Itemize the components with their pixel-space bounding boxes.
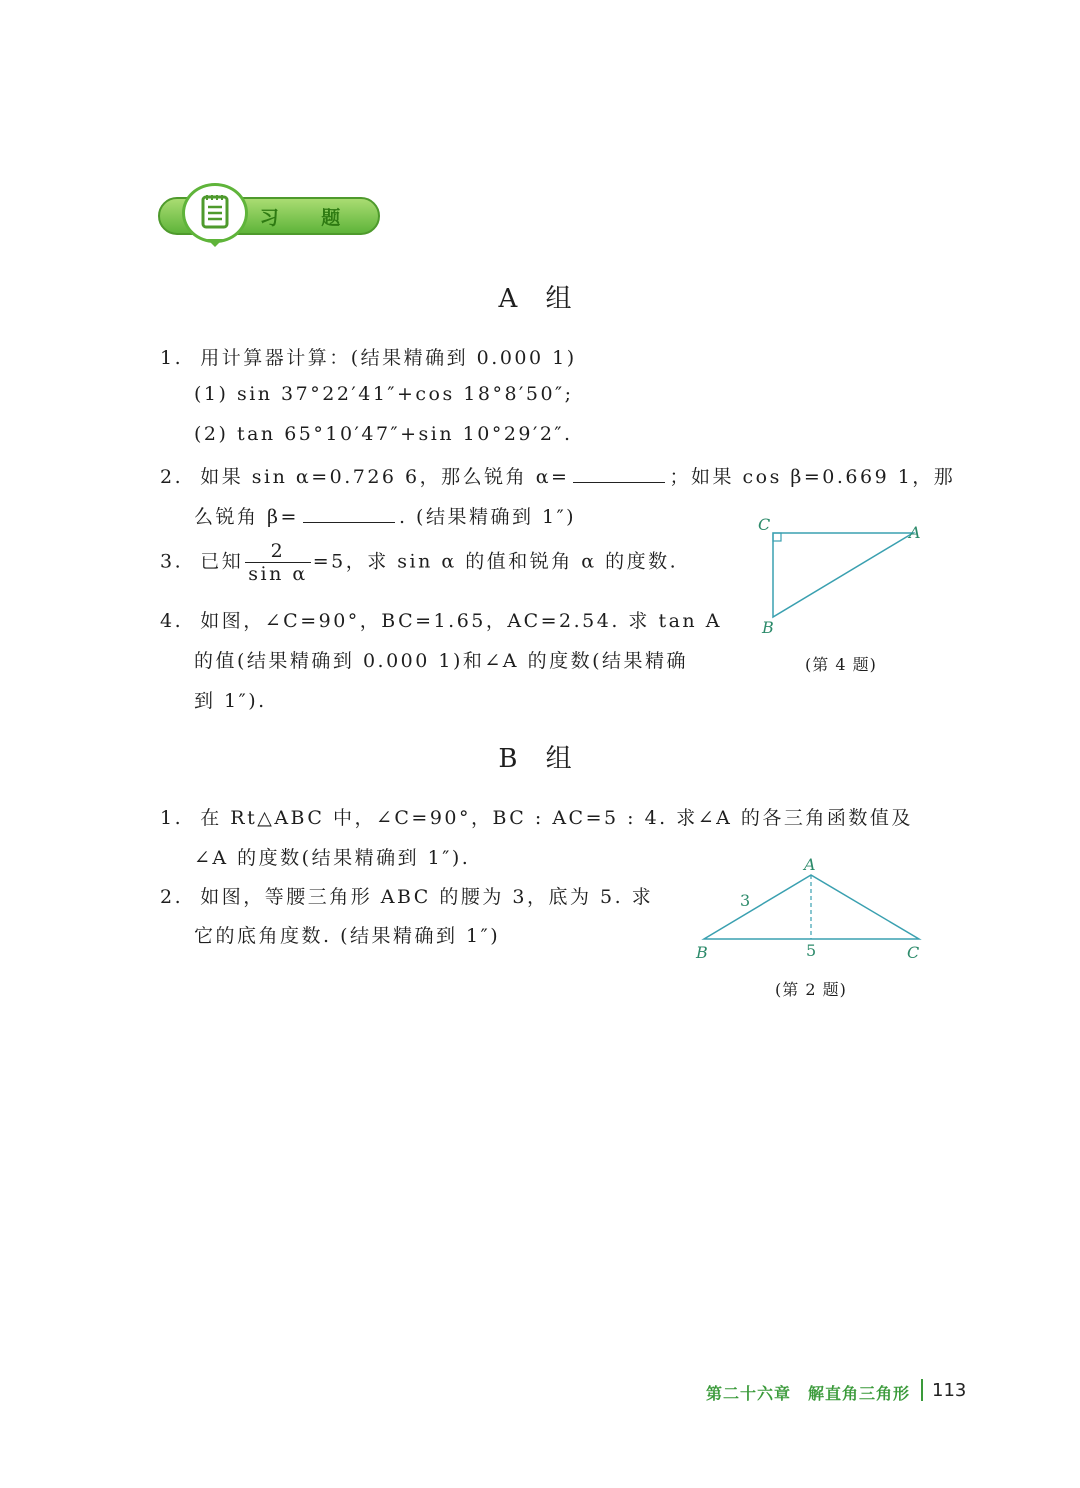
label-leg: 3	[740, 891, 751, 910]
a-q4-line1	[160, 606, 722, 633]
figure-2-caption: (第 2 题)	[775, 980, 847, 999]
a-q4-line3: 到 1″).	[194, 690, 267, 712]
page-number: 113	[932, 1380, 967, 1401]
label-c: C	[758, 515, 771, 534]
b-q1-number: 1.	[160, 807, 184, 829]
label-a: A	[804, 855, 816, 874]
exercise-banner	[158, 183, 382, 253]
a-q2-text-1b: ；如果 cos β=0.669 1，那	[669, 466, 956, 488]
a-q4-text-1: 如图，∠C=90°，BC=1.65，AC=2.54. 求 tan A	[200, 610, 722, 632]
figure-4-caption: (第 4 题)	[805, 655, 877, 674]
b-q1-line1	[160, 803, 913, 830]
group-b-title: B 组	[498, 744, 582, 774]
banner-title: 习 题	[259, 207, 359, 229]
a-q2-line1	[160, 462, 955, 489]
group-a-title: A 组	[498, 284, 582, 314]
figure-isosceles-triangle	[690, 852, 935, 964]
a-q2-text-1a: 如果 sin α=0.726 6，那么锐角 α=	[200, 466, 570, 488]
a-q2-line2	[194, 502, 576, 529]
label-b: B	[762, 618, 774, 637]
label-a: A	[909, 523, 921, 542]
b-q2-line2: 它的底角度数. (结果精确到 1″)	[194, 925, 501, 947]
triangle-shape	[773, 533, 913, 617]
a-q2-number: 2.	[160, 466, 184, 488]
footer-chapter-title: 第二十六章 解直角三角形	[706, 1384, 911, 1403]
a-q2-text-2b: . (结果精确到 1″)	[398, 506, 577, 528]
b-q2-line1	[160, 882, 653, 909]
a-q4-line2: 的值(结果精确到 0.000 1)和∠A 的度数(结果精确	[194, 650, 688, 672]
banner-pointer-icon	[207, 239, 223, 247]
label-b: B	[696, 943, 708, 962]
footer-separator	[921, 1379, 923, 1401]
a-q2-text-2a: 么锐角 β=	[194, 506, 299, 528]
fraction-numerator: 2	[270, 540, 286, 562]
a-q1-sub1: (1) sin 37°22′41″+cos 18°8′50″;	[194, 383, 574, 405]
a-q3-post: =5，求 sin α 的值和锐角 α 的度数.	[312, 550, 679, 573]
a-q3-number: 3.	[160, 550, 184, 573]
b-q1-text-1: 在 Rt△ABC 中，∠C=90°，BC : AC=5 : 4. 求∠A 的各三角函数值及	[200, 807, 913, 829]
answer-blank	[303, 521, 395, 523]
right-angle-mark	[773, 533, 781, 541]
figure-right-triangle	[745, 510, 935, 640]
a-q1-sub2: (2) tan 65°10′47″+sin 10°29′2″.	[194, 423, 573, 445]
label-c: C	[907, 943, 920, 962]
b-q2-number: 2.	[160, 886, 184, 908]
a-q1	[160, 343, 577, 370]
a-q3	[160, 540, 678, 585]
a-q4-number: 4.	[160, 610, 184, 632]
a-q1-text: 用计算器计算：(结果精确到 0.000 1)	[200, 347, 577, 369]
b-q1-line2: ∠A 的度数(结果精确到 1″).	[194, 847, 471, 869]
a-q1-number: 1.	[160, 347, 184, 369]
b-q2-text-1: 如图，等腰三角形 ABC 的腰为 3，底为 5. 求	[200, 886, 654, 908]
fraction	[245, 540, 310, 585]
fraction-denominator: sin α	[245, 562, 310, 585]
a-q3-pre: 已知	[200, 550, 244, 573]
notebook-icon	[182, 183, 248, 243]
label-base: 5	[806, 941, 817, 960]
answer-blank	[573, 481, 665, 483]
